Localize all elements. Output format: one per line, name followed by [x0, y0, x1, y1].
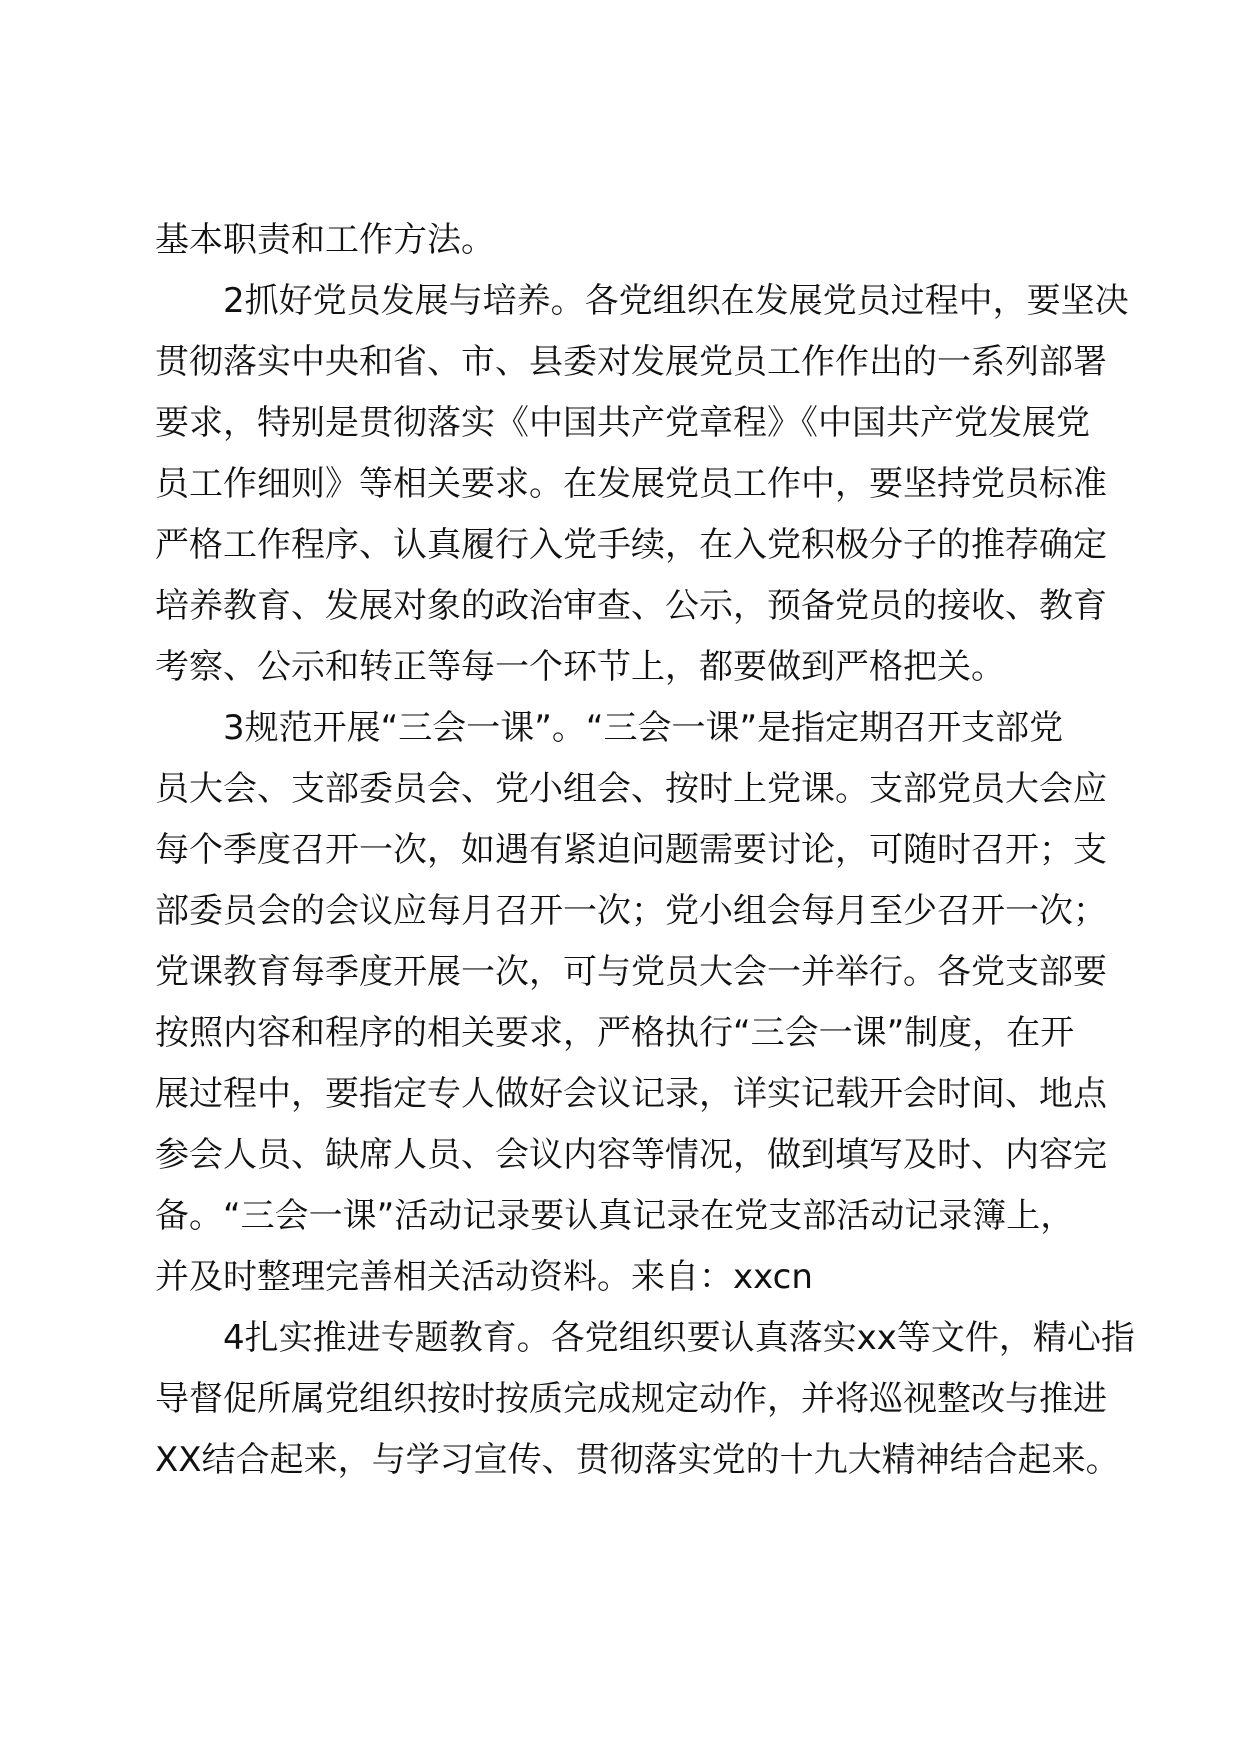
text-line: 基本职责和工作方法。 [155, 220, 495, 260]
text-line: 贯彻落实中央和省、市、县委对发展党员工作作出的一系列部署 [155, 342, 1107, 382]
text-line: 严格工作程序、认真履行入党手续，在入党积极分子的推荐确定 [155, 525, 1107, 565]
paragraph-3-start: 3规范开展“三会一课”。“三会一课”是指定期召开支部党 [223, 708, 1064, 748]
text-line: 参会人员、缺席人员、会议内容等情况，做到填写及时、内容完 [155, 1135, 1107, 1175]
text-line: 考察、公示和转正等每一个环节上，都要做到严格把关。 [155, 647, 1005, 687]
paragraph-4-start: 4扎实推进专题教育。各党组织要认真落实xx等文件，精心指 [223, 1318, 1135, 1358]
text-line: 备。“三会一课”活动记录要认真记录在党支部活动记录簿上， [155, 1196, 1075, 1236]
text-line: 部委员会的会议应每月召开一次；党小组会每月至少召开一次； [155, 891, 1107, 931]
text-line: 培养教育、发展对象的政治审查、公示，预备党员的接收、教育 [155, 586, 1107, 626]
document-body [155, 210, 1135, 1491]
text-line: XX结合起来，与学习宣传、贯彻落实党的十九大精神结合起来。 [155, 1440, 1120, 1480]
text-line: 员工作细则》等相关要求。在发展党员工作中，要坚持党员标准 [155, 464, 1107, 504]
text-line: 要求，特别是贯彻落实《中国共产党章程》《中国共产党发展党 [155, 403, 1090, 443]
text-line: 展过程中，要指定专人做好会议记录，详实记载开会时间、地点 [155, 1074, 1107, 1114]
text-line: 党课教育每季度开展一次，可与党员大会一并举行。各党支部要 [155, 952, 1107, 992]
text-line: 每个季度召开一次，如遇有紧迫问题需要讨论，可随时召开；支 [155, 830, 1107, 870]
paragraph-2-start: 2抓好党员发展与培养。各党组织在发展党员过程中，要坚决 [223, 281, 1129, 321]
text-line: 导督促所属党组织按时按质完成规定动作，并将巡视整改与推进 [155, 1379, 1107, 1419]
text-line: 并及时整理完善相关活动资料。来自：xxcn [155, 1257, 813, 1297]
text-line: 按照内容和程序的相关要求，严格执行“三会一课”制度，在开 [155, 1013, 1075, 1053]
text-line: 员大会、支部委员会、党小组会、按时上党课。支部党员大会应 [155, 769, 1107, 809]
